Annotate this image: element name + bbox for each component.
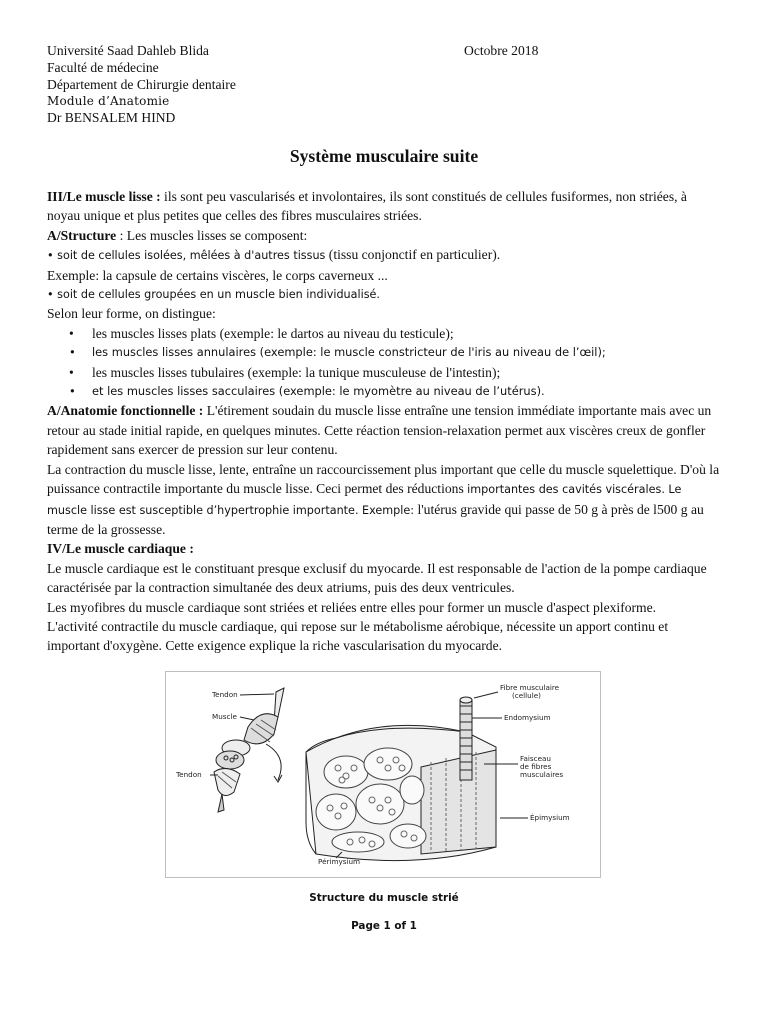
text-muscle-lisse: ils sont peu vascularisés et involontaires, ils sont constitués de cellules fusiformes, non striées, à noyau unique et plus petites que celles des fibres musculaires striées.	[47, 189, 687, 224]
label-perimysium: Périmysium	[318, 857, 361, 866]
label-tendon-top: Tendon	[212, 690, 238, 699]
document-date: Octobre 2018	[464, 43, 539, 58]
list-item: • les muscles lisses annulaires (exemple: le muscle constricteur de l'iris au niveau de l’œil);	[47, 343, 723, 362]
list-item: • et les muscles lisses sacculaires (exemple: le myomètre au niveau de l’utérus).	[47, 382, 723, 401]
list-item: • les muscles lisses tubulaires (exemple: la tunique musculeuse de l'intestin);	[47, 363, 723, 382]
paragraph-muscle-lisse	[47, 187, 723, 226]
paragraph-contraction: La contraction du muscle lisse, lente, entraîne un raccourcissement plus important que celle du muscle squelettique. D'où la puissance contractile importante du muscle lisse. Ceci permet des réductions importantes des cavités viscérales. Le muscle lisse est susceptible d’hypertrophie importante. Exemple: l'utérus gravide qui passe de 50 g à près de l500 g au terme de la grossesse.	[47, 461, 720, 537]
label-faisceau: Faisceau de fibres musculaires	[520, 754, 564, 779]
paragraph-cardiaque-1: Le muscle cardiaque est le constituant presque exclusif du myocarde. Il est responsable de l'action de la pompe cardiaque caractérisée par la contraction simultanée des deux atriums, puis des deux ventricules.	[47, 560, 707, 596]
label-epimysium: Épimysium	[530, 813, 570, 822]
form-intro: Selon leur forme, on distingue:	[47, 306, 216, 322]
heading-cardiaque: IV/Le muscle cardiaque :	[47, 541, 194, 557]
paragraph-cardiaque-3: L'activité contractile du muscle cardiaque, qui repose sur le métabolisme aérobique, nécessite un apport continu et important d'oxygène. Cette exigence explique la riche vascularisation du myocarde.	[47, 618, 669, 654]
document-body	[47, 187, 723, 656]
heading-anatomie: A/Anatomie fonctionnelle :	[47, 403, 204, 419]
label-endomysium: Endomysium	[504, 713, 551, 722]
page-number: Page 1 of 1	[351, 920, 417, 932]
muscle-structure-figure	[165, 671, 601, 878]
label-muscle: Muscle	[212, 712, 237, 721]
list-item: • les muscles lisses plats (exemple: le dartos au niveau du testicule);	[47, 324, 723, 343]
module-name: Module d’Anatomie	[47, 94, 170, 109]
paragraph-structure	[47, 226, 723, 245]
heading-structure: A/Structure	[47, 227, 117, 243]
paragraph-cardiaque-2: Les myofibres du muscle cardiaque sont striées et reliées entre elles pour former un muscle d'aspect plexiforme.	[47, 599, 657, 615]
document-header	[47, 43, 236, 127]
document-title: Système musculaire suite	[289, 146, 479, 166]
heading-muscle-lisse: III/Le muscle lisse :	[47, 189, 161, 204]
author-name: Dr BENSALEM HIND	[47, 110, 176, 126]
label-fibre: Fibre musculaire (cellule)	[500, 683, 560, 700]
text-structure: : Les muscles lisses se composent:	[116, 227, 308, 243]
university-name: Université Saad Dahleb Blida	[47, 43, 209, 58]
structure-item-1: • soit de cellules isolées, mêlées à d'autres tissus (tissu conjonctif en particulier).	[47, 247, 501, 263]
faculty-name: Faculté de médecine	[47, 59, 159, 75]
example-1: Exemple: la capsule de certains viscères, le corps caverneux ...	[47, 267, 388, 283]
figure-caption: Structure du muscle strié	[309, 892, 459, 904]
label-tendon-bottom: Tendon	[176, 770, 202, 779]
department-name: Département de Chirurgie dentaire	[47, 76, 236, 92]
paragraph-anatomie: A/Anatomie fonctionnelle : L'étirement soudain du muscle lisse entraîne une tension immédiate importante mais avec un retour au stade initial rapide, en quelques minutes. Cette réaction tension-relaxation permet aux viscères creux de gonfler rapidement sans exercer de pression sur leur contenu.	[47, 403, 712, 458]
forms-list	[47, 324, 723, 402]
structure-item-2: • soit de cellules groupées en un muscle bien individualisé.	[47, 288, 380, 302]
